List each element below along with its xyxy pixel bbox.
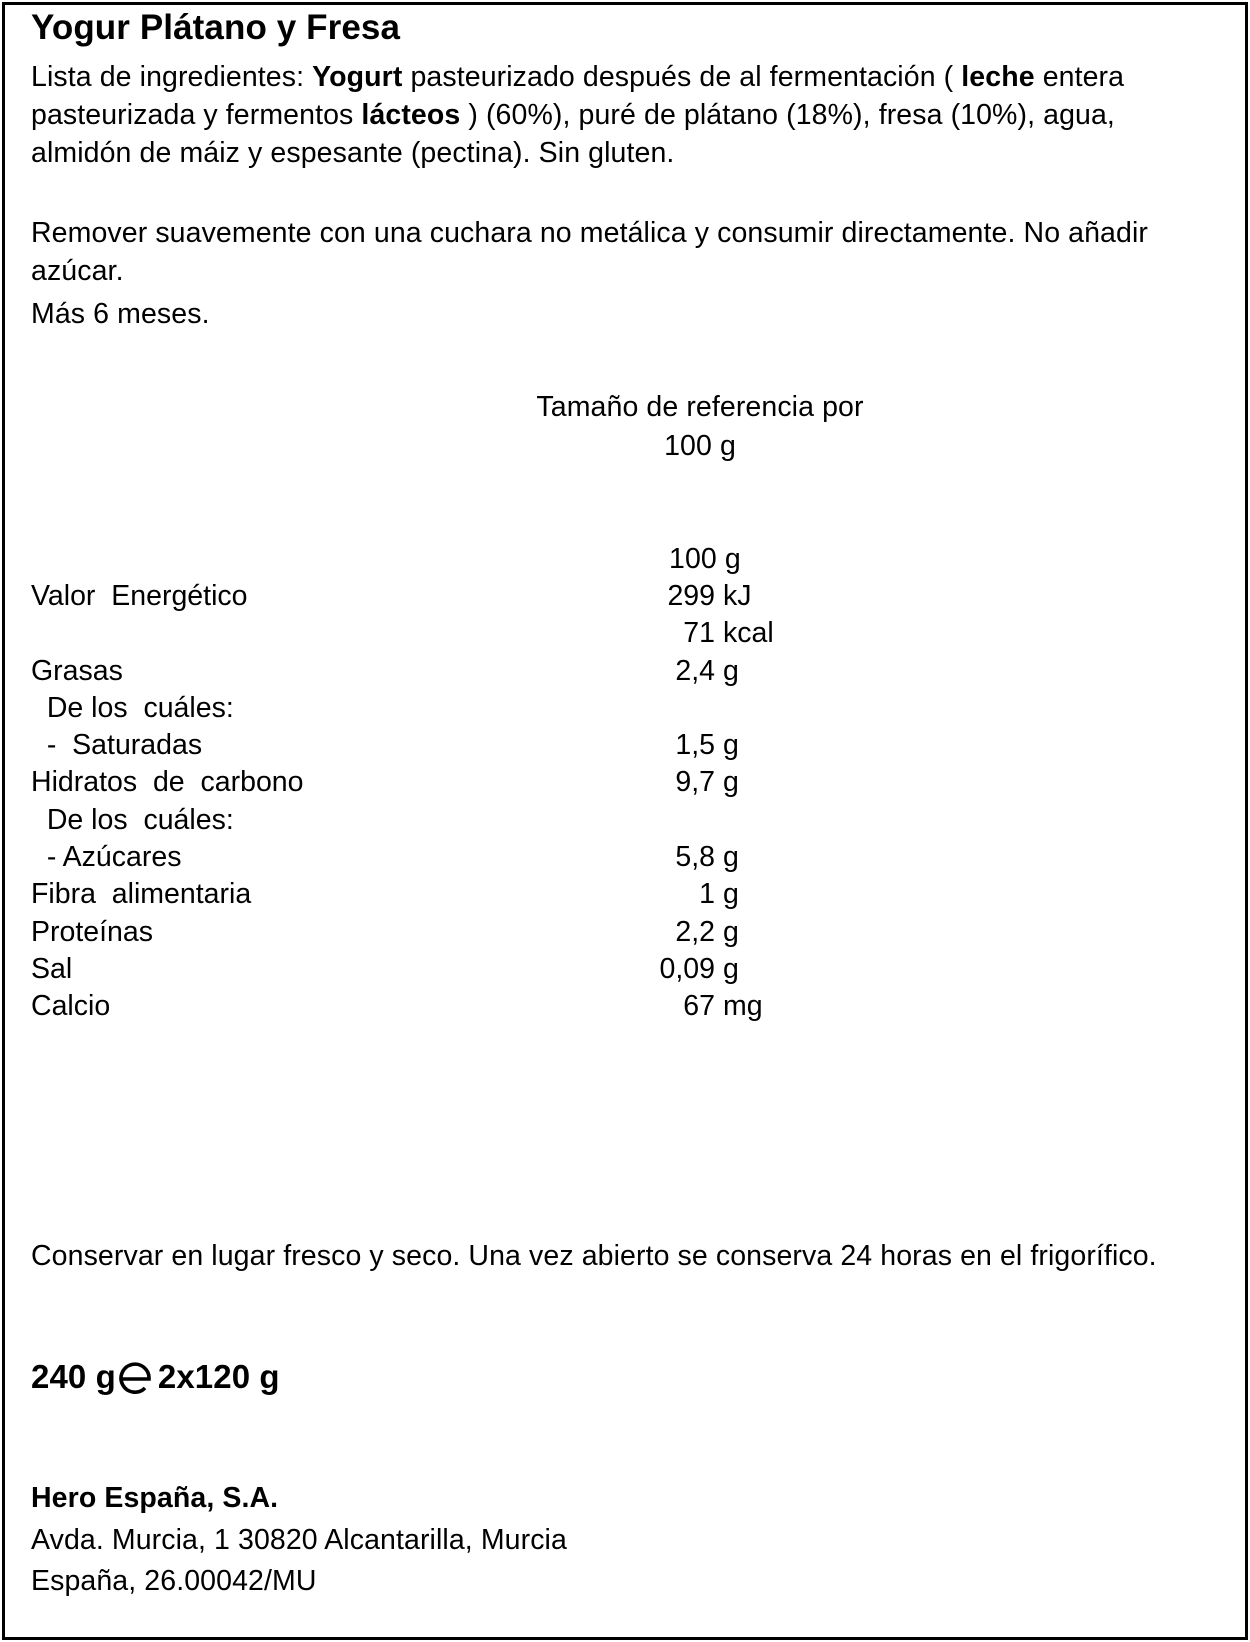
nutrient-unit: mg xyxy=(723,990,763,1022)
storage-instructions: Conservar en lugar fresco y seco. Una vez abierto se conserva 24 horas en el frigorífico. xyxy=(31,1240,1157,1272)
nutrient-value: 1 xyxy=(699,878,715,910)
nutrient-value: 9,7 xyxy=(675,766,715,798)
nutrition-row-saturated xyxy=(5,727,1245,764)
nutrition-row-of-which xyxy=(5,690,1245,727)
nutrient-value: 1,5 xyxy=(675,729,715,761)
label-frame xyxy=(2,2,1248,1640)
nutrient-unit: g xyxy=(723,729,739,761)
ingredients-text-1: pasteurizado después de al fermentación ( xyxy=(402,61,962,93)
ingredients-list xyxy=(31,58,1221,172)
nutrient-value: 2,2 xyxy=(675,916,715,948)
nutrition-row-sugars xyxy=(5,839,1245,876)
nutrient-unit: g xyxy=(723,766,739,798)
allergen-leche: leche xyxy=(961,61,1035,93)
nutrition-row-protein xyxy=(5,914,1245,951)
net-weight xyxy=(31,1357,280,1403)
allergen-lacteos: lácteos xyxy=(361,99,461,131)
nutrient-label: Calcio xyxy=(31,990,111,1022)
nutrition-column-header: 100 g xyxy=(669,543,741,575)
ingredients-text-2: entera pasteurizada y fermentos xyxy=(31,61,1125,131)
ingredients-text-3: ) (60%), puré de plátano (18%), fresa (10%), agua, almidón de máiz y espesante (pectina). Sin gluten. xyxy=(31,99,1115,169)
nutrient-value: 67 xyxy=(683,990,715,1022)
company-address: Avda. Murcia, 1 30820 Alcantarilla, Murcia xyxy=(31,1524,567,1556)
nutrient-unit: g xyxy=(723,841,739,873)
net-weight-total: 240 g xyxy=(31,1358,116,1395)
nutrient-label: - Azúcares xyxy=(31,841,182,873)
reference-size-line-2: 100 g xyxy=(664,430,736,462)
nutrient-value: 5,8 xyxy=(675,841,715,873)
product-title: Yogur Plátano y Fresa xyxy=(31,8,401,47)
nutrient-unit: g xyxy=(723,878,739,910)
nutrient-unit: g xyxy=(723,655,739,687)
nutrient-label: Valor Energético xyxy=(31,580,248,612)
nutrient-label: Sal xyxy=(31,953,73,985)
company-name: Hero España, S.A. xyxy=(31,1482,279,1514)
nutrient-label: - Saturadas xyxy=(31,729,203,761)
nutrient-label: Fibra alimentaria xyxy=(31,878,252,910)
nutrition-row-fat xyxy=(5,653,1245,690)
e-mark-icon xyxy=(118,1360,152,1403)
nutrient-value: 71 xyxy=(683,617,715,649)
nutrient-label: Grasas xyxy=(31,655,123,687)
nutrient-label: Hidratos de carbono xyxy=(31,766,304,798)
company-country-registration: España, 26.00042/MU xyxy=(31,1565,317,1597)
ingredient-yogurt: Yogurt xyxy=(312,61,403,93)
nutrition-row-of-which xyxy=(5,802,1245,839)
nutrition-row-fibre xyxy=(5,876,1245,913)
preparation-instructions: Remover suavemente con una cuchara no metálica y consumir directamente. No añadir azúcar. xyxy=(31,217,1148,287)
reference-size-line-1: Tamaño de referencia por xyxy=(536,391,864,423)
nutrient-value: 0,09 xyxy=(659,953,715,985)
ingredients-prefix: Lista de ingredientes: xyxy=(31,61,313,93)
nutrient-unit: g xyxy=(723,953,739,985)
age-recommendation: Más 6 meses. xyxy=(31,298,210,330)
nutrition-row-energy-kcal xyxy=(5,615,1245,652)
nutrient-unit: g xyxy=(723,916,739,948)
nutrient-label: Proteínas xyxy=(31,916,153,948)
nutrient-value: 2,4 xyxy=(675,655,715,687)
net-weight-packs: 2x120 g xyxy=(157,1358,280,1395)
nutrient-label: De los cuáles: xyxy=(31,804,234,836)
nutrition-row-energy-kj xyxy=(5,578,1245,615)
nutrition-row-carbohydrates xyxy=(5,764,1245,801)
nutrient-unit: kJ xyxy=(723,580,752,612)
nutrient-unit: kcal xyxy=(723,617,774,649)
nutrient-value: 299 xyxy=(667,580,715,612)
nutrient-label: De los cuáles: xyxy=(31,692,234,724)
nutrition-row-calcium xyxy=(5,988,1245,1025)
nutrition-row-salt xyxy=(5,951,1245,988)
